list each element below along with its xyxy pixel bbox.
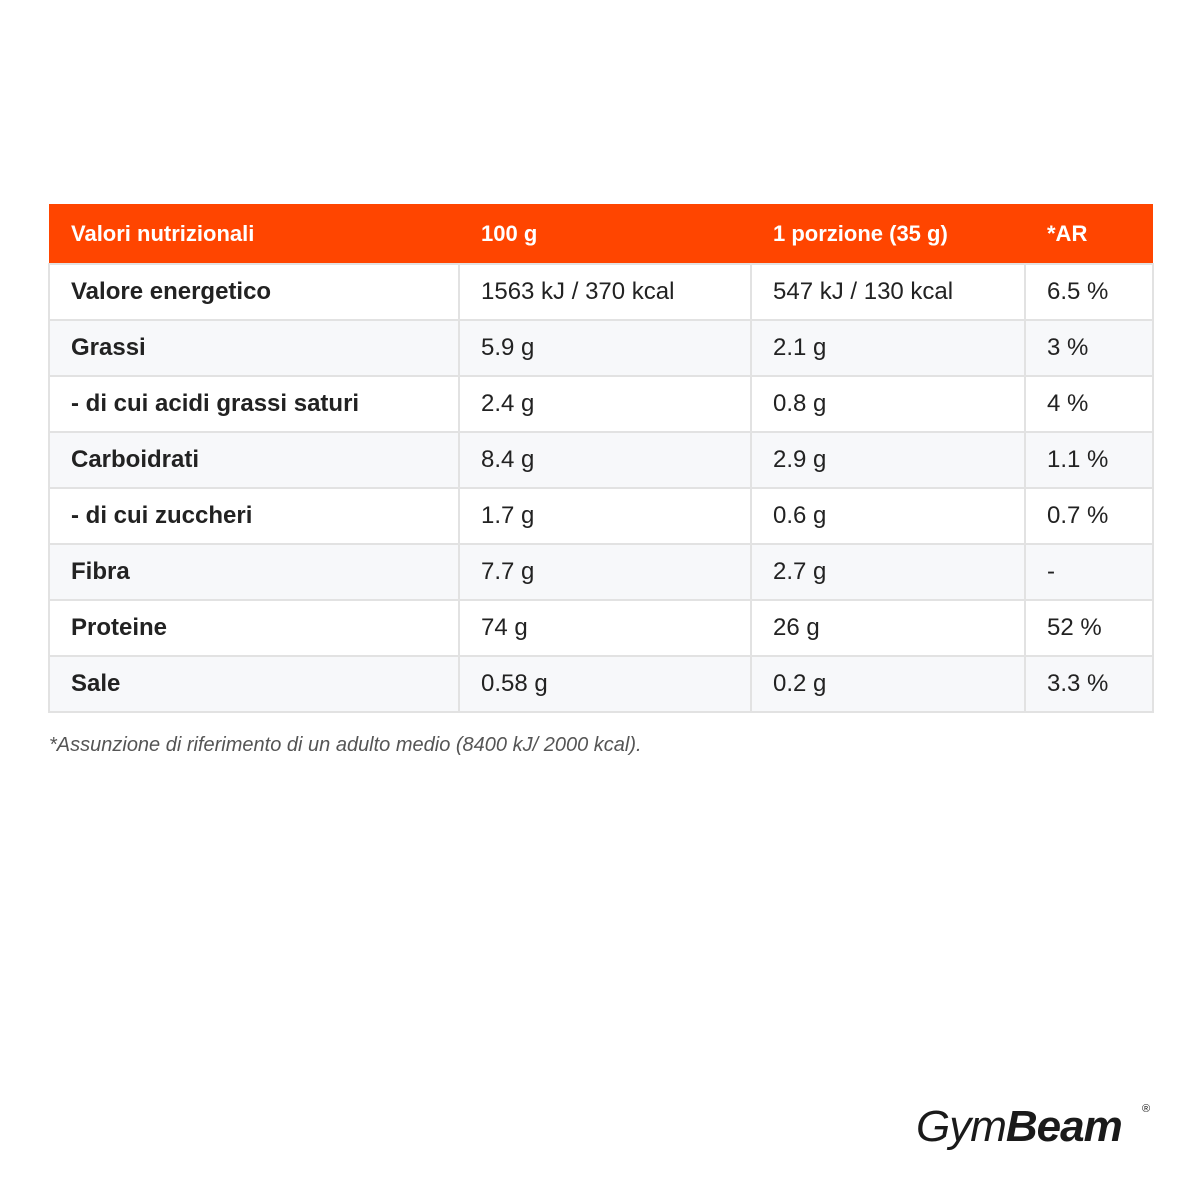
value-reference-intake: 3.3 % <box>1025 656 1153 712</box>
table-row <box>49 656 1153 712</box>
table-body <box>49 264 1153 712</box>
logo-text-beam: Beam <box>1005 1102 1122 1151</box>
value-per-portion: 0.8 g <box>751 376 1025 432</box>
logo-text <box>916 1102 1122 1151</box>
logo-wordmark <box>914 1098 1154 1154</box>
value-reference-intake: 3 % <box>1025 320 1153 376</box>
nutrient-label: Fibra <box>49 544 459 600</box>
table-header <box>49 204 1153 264</box>
table-row <box>49 432 1153 488</box>
value-reference-intake: 1.1 % <box>1025 432 1153 488</box>
table-row <box>49 488 1153 544</box>
value-reference-intake: 52 % <box>1025 600 1153 656</box>
header-nutrient: Valori nutrizionali <box>49 204 459 264</box>
table-row <box>49 264 1153 320</box>
value-per-100g: 1.7 g <box>459 488 751 544</box>
registered-mark: ® <box>1142 1103 1151 1115</box>
header-reference-intake: *AR <box>1025 204 1153 264</box>
nutrient-label: Proteine <box>49 600 459 656</box>
nutrient-label: Grassi <box>49 320 459 376</box>
value-per-100g: 7.7 g <box>459 544 751 600</box>
table-row <box>49 376 1153 432</box>
value-reference-intake: 0.7 % <box>1025 488 1153 544</box>
nutrient-label: Sale <box>49 656 459 712</box>
value-per-100g: 74 g <box>459 600 751 656</box>
value-reference-intake: 4 % <box>1025 376 1153 432</box>
nutrient-label: Carboidrati <box>49 432 459 488</box>
header-per-portion: 1 porzione (35 g) <box>751 204 1025 264</box>
table-row <box>49 600 1153 656</box>
header-per-100g: 100 g <box>459 204 751 264</box>
value-per-portion: 547 kJ / 130 kcal <box>751 264 1025 320</box>
table-header-row <box>49 204 1153 264</box>
table-row <box>49 320 1153 376</box>
nutrient-label: Valore energetico <box>49 264 459 320</box>
value-per-100g: 2.4 g <box>459 376 751 432</box>
value-per-portion: 2.7 g <box>751 544 1025 600</box>
nutrient-label: - di cui zuccheri <box>49 488 459 544</box>
value-per-portion: 2.1 g <box>751 320 1025 376</box>
logo-text-gym: Gym <box>916 1102 1006 1151</box>
value-reference-intake: - <box>1025 544 1153 600</box>
nutrition-table <box>48 204 1154 713</box>
reference-intake-footnote: *Assunzione di riferimento di un adulto medio (8400 kJ/ 2000 kcal). <box>49 734 642 756</box>
gymbeam-logo <box>914 1098 1154 1154</box>
table-row <box>49 544 1153 600</box>
value-per-100g: 5.9 g <box>459 320 751 376</box>
value-per-100g: 8.4 g <box>459 432 751 488</box>
value-per-portion: 0.2 g <box>751 656 1025 712</box>
value-per-portion: 26 g <box>751 600 1025 656</box>
value-per-100g: 1563 kJ / 370 kcal <box>459 264 751 320</box>
value-per-portion: 2.9 g <box>751 432 1025 488</box>
value-per-portion: 0.6 g <box>751 488 1025 544</box>
nutrient-label: - di cui acidi grassi saturi <box>49 376 459 432</box>
value-per-100g: 0.58 g <box>459 656 751 712</box>
value-reference-intake: 6.5 % <box>1025 264 1153 320</box>
